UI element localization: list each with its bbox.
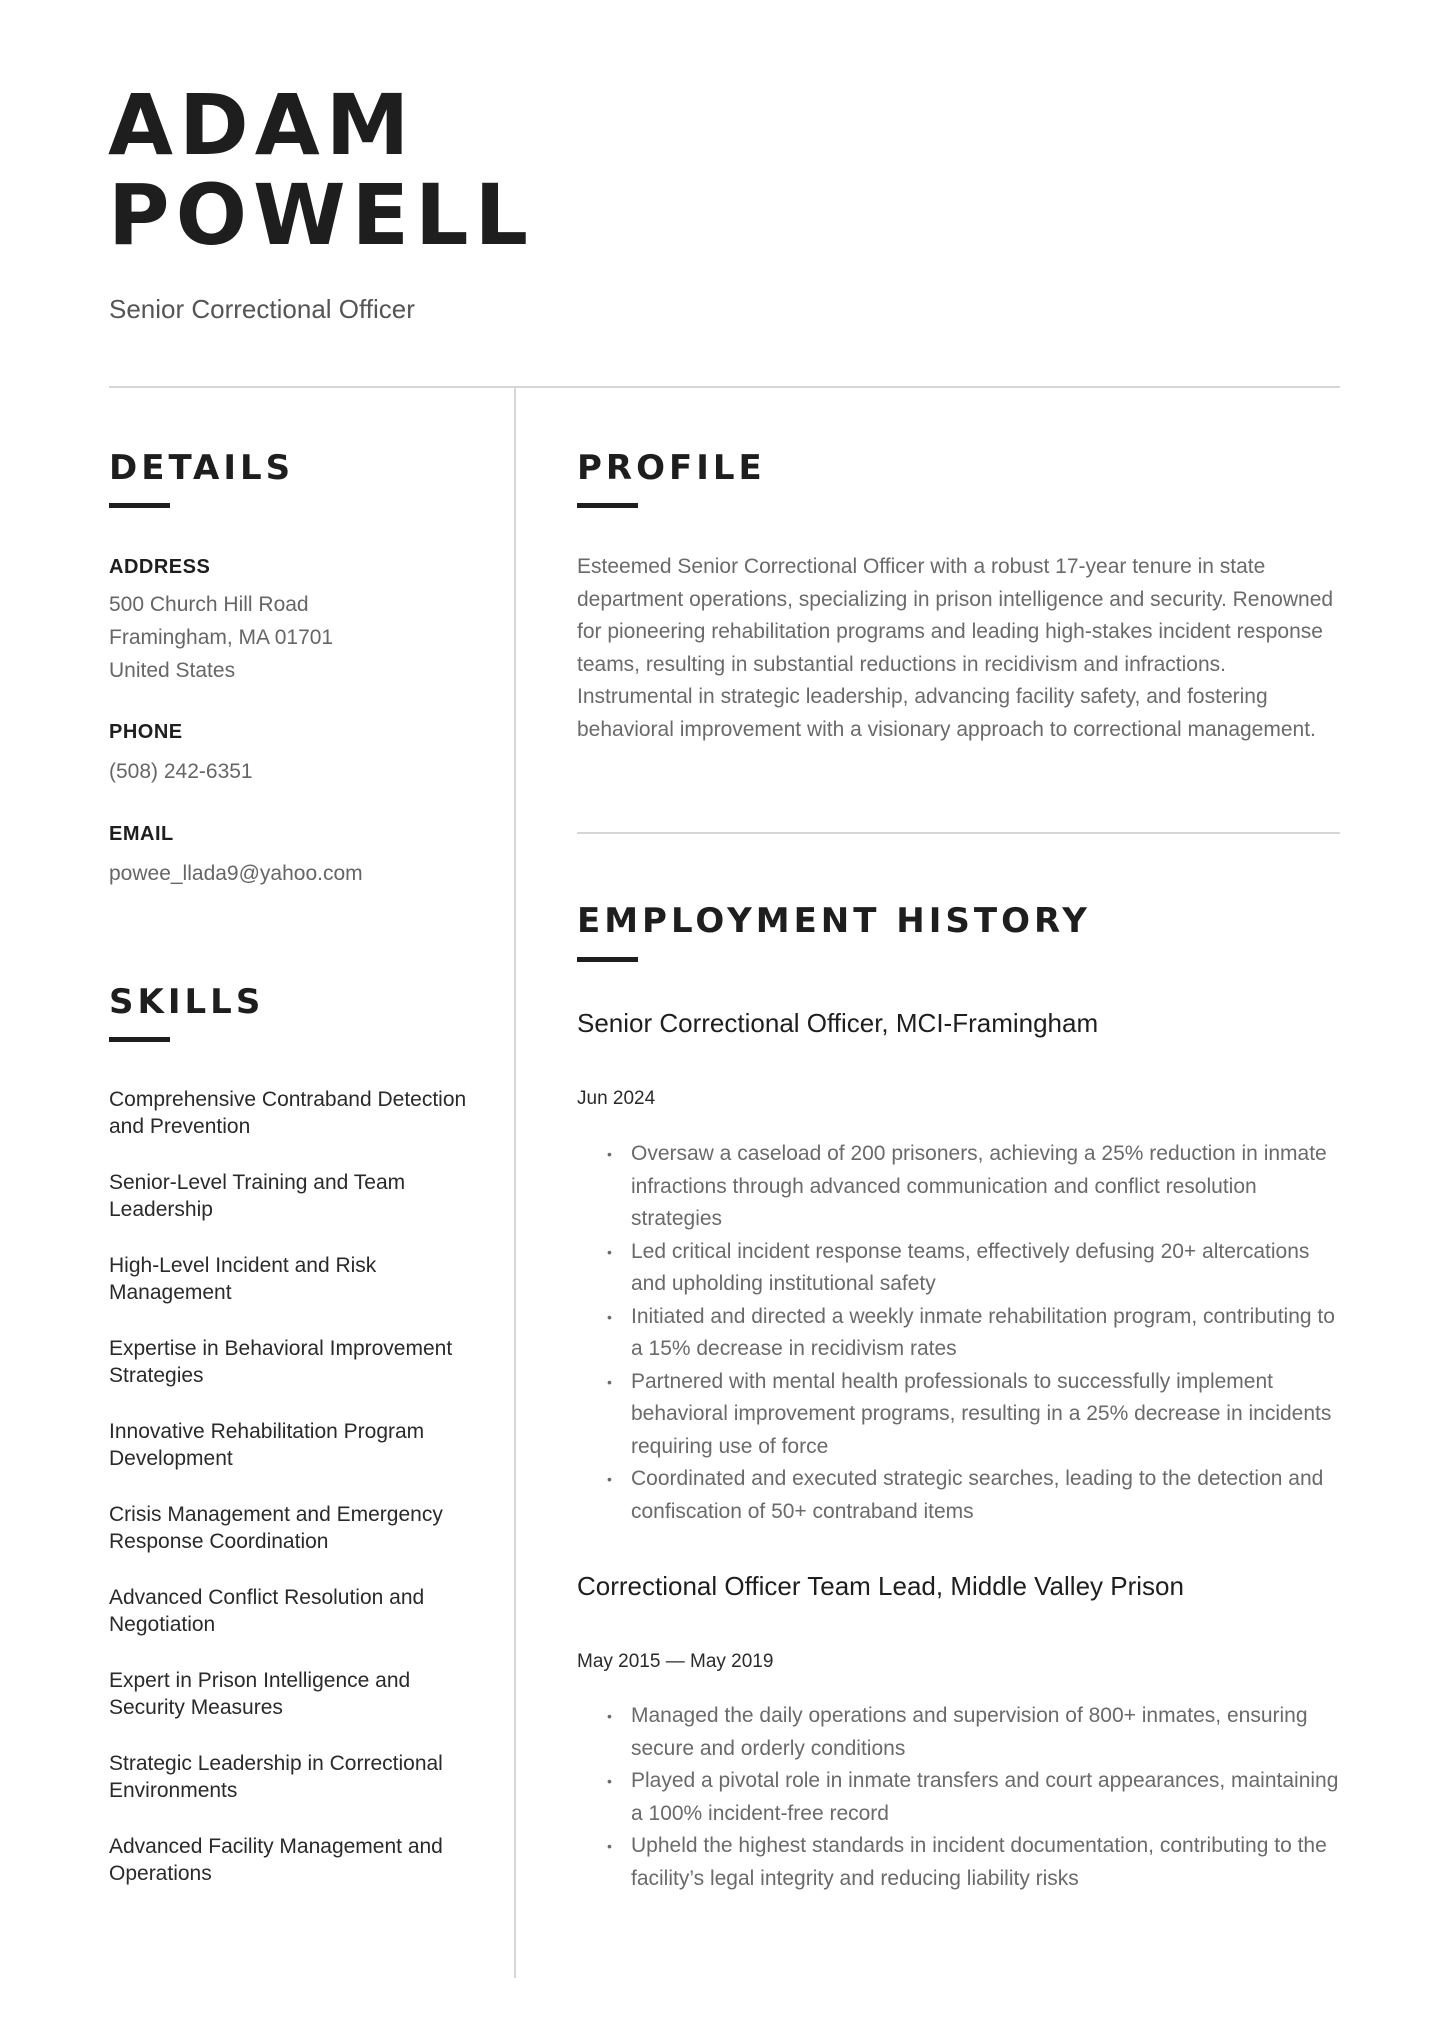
profile-heading-underline	[577, 503, 638, 508]
bullet-dot-icon: •	[607, 1243, 612, 1260]
bullet-dot-icon: •	[607, 1373, 612, 1390]
bullet-dot-icon: •	[607, 1708, 612, 1724]
job-bullet-text: Partnered with mental health professionals to successfully implement behavioral improvement programs, resulting in a 25% decrease in incidents requiring use of force	[631, 1369, 1332, 1458]
job-date: May 2015 — May 2019	[577, 1651, 774, 1672]
job-bullet-text: Managed the daily operations and supervision of 800+ inmates, ensuring secure and orderly conditions	[631, 1704, 1308, 1760]
skill-item: Advanced Conflict Resolution and Negotiation	[109, 1586, 425, 1636]
job-bullet-text: Oversaw a caseload of 200 prisoners, achieving a 25% reduction in inmate infractions through advanced communication and conflict resolution strategies	[631, 1142, 1327, 1230]
last-name: POWELL	[108, 166, 535, 264]
skill-item: Crisis Management and Emergency Response Coordination	[109, 1503, 443, 1553]
profile-divider	[577, 832, 1340, 834]
employment-heading: EMPLOYMENT HISTORY	[577, 901, 1091, 941]
profile-heading: PROFILE	[577, 448, 766, 488]
job-bullet-text: Coordinated and executed strategic searches, leading to the detection and confiscation of 50+ contraband items	[631, 1467, 1324, 1523]
job-bullet-text: Upheld the highest standards in incident documentation, contributing to the facility’s legal integrity and reducing liability risks	[631, 1834, 1327, 1890]
skill-item: Expert in Prison Intelligence and Security Measures	[109, 1669, 411, 1719]
bullet-dot-icon: •	[607, 1308, 612, 1325]
job-title-heading: Senior Correctional Officer, MCI-Framingham	[577, 1008, 1099, 1038]
details-heading: DETAILS	[109, 448, 295, 488]
job-bullet	[577, 1765, 1347, 1830]
skill-item: Expertise in Behavioral Improvement Strategies	[109, 1337, 453, 1387]
bullet-dot-icon: •	[607, 1146, 612, 1162]
job-bullet-text: Led critical incident response teams, effectively defusing 20+ altercations and upholding institutional safety	[631, 1239, 1310, 1295]
skill-item: Strategic Leadership in Correctional Environments	[109, 1752, 443, 1802]
job-bullet	[577, 1236, 1347, 1301]
bullet-dot-icon: •	[607, 1773, 612, 1789]
skill-item: High-Level Incident and Risk Management	[109, 1254, 377, 1304]
details-heading-underline	[109, 503, 170, 508]
skill-item: Advanced Facility Management and Operations	[109, 1835, 443, 1885]
phone-value: (508) 242-6351	[109, 760, 253, 783]
job-bullet	[577, 1366, 1347, 1464]
job-bullets	[577, 1700, 1347, 1895]
job-bullet-text: Played a pivotal role in inmate transfers and court appearances, maintaining a 100% incident-free record	[631, 1769, 1339, 1825]
employment-heading-underline	[577, 957, 638, 962]
address-line: United States	[109, 659, 236, 682]
skills-heading: SKILLS	[109, 982, 265, 1022]
job-bullets	[577, 1138, 1347, 1528]
job-date: Jun 2024	[577, 1088, 656, 1109]
job-bullet	[577, 1700, 1347, 1765]
bullet-dot-icon: •	[607, 1838, 612, 1854]
job-title-heading: Correctional Officer Team Lead, Middle Valley Prison	[577, 1571, 1184, 1601]
job-bullet	[577, 1138, 1347, 1236]
skill-item: Senior-Level Training and Team Leadership	[109, 1171, 406, 1221]
job-bullet-text: Initiated and directed a weekly inmate rehabilitation program, contributing to a 15% decrease in recidivism rates	[631, 1304, 1335, 1360]
profile-summary: Esteemed Senior Correctional Officer with a robust 17-year tenure in state department operations, specializing in prison intelligence and security. Renowned for pioneering rehabilitation programs and leading high-stakes incident response teams, resulting in substantial reductions in recidivism and infractions. Instrumental in strategic leadership, advancing facility safety, and fostering behavioral improvement with a visionary approach to correctional management.	[577, 555, 1334, 741]
address-label: ADDRESS	[109, 556, 211, 578]
job-bullet	[577, 1463, 1347, 1528]
address-line: Framingham, MA 01701	[109, 626, 334, 649]
column-divider	[514, 388, 516, 1978]
skills-heading-underline	[109, 1037, 170, 1042]
email-value: powee_llada9@yahoo.com	[109, 862, 363, 885]
skills-list	[109, 1086, 489, 1916]
address-line: 500 Church Hill Road	[109, 593, 309, 616]
job-bullet	[577, 1830, 1347, 1895]
bullet-dot-icon: •	[607, 1471, 612, 1487]
job-bullet	[577, 1301, 1347, 1366]
first-name: ADAM	[108, 76, 416, 174]
header-divider	[109, 386, 1340, 388]
candidate-name	[108, 76, 535, 264]
email-label: EMAIL	[109, 823, 174, 845]
skill-item: Innovative Rehabilitation Program Development	[109, 1420, 425, 1470]
skill-item: Comprehensive Contraband Detection and Prevention	[109, 1088, 467, 1138]
phone-label: PHONE	[109, 721, 183, 743]
job-title: Senior Correctional Officer	[109, 294, 415, 324]
